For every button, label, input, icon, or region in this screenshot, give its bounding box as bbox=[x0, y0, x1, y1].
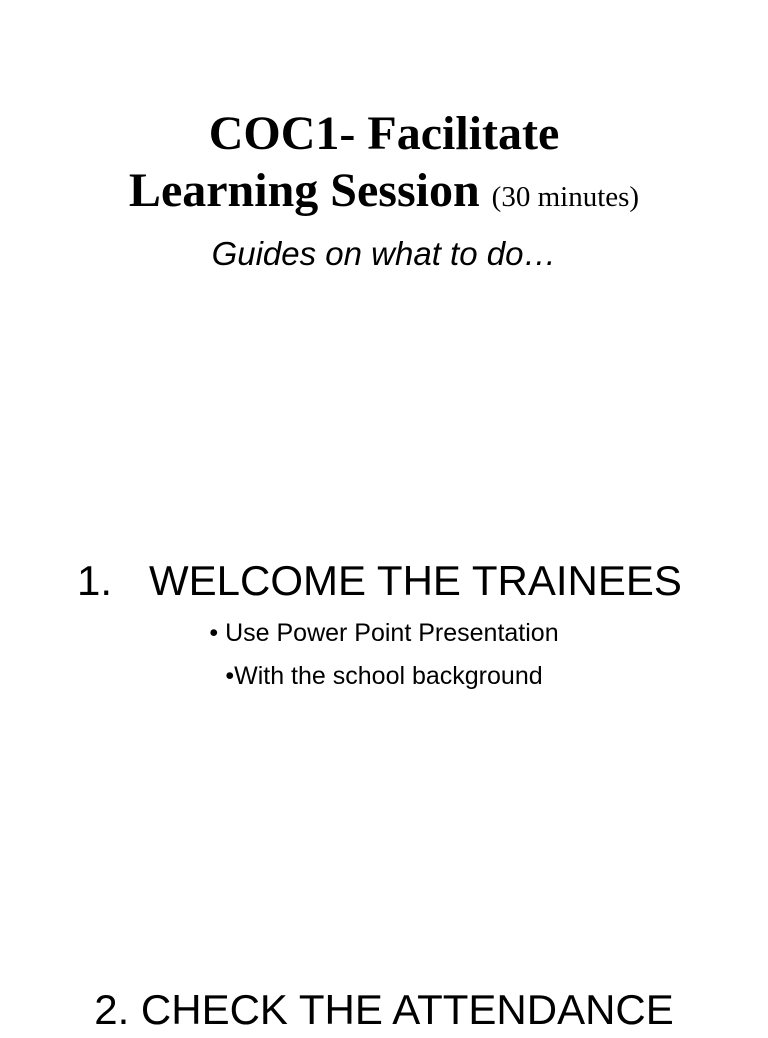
step-number: 1. bbox=[77, 557, 113, 604]
slide-subtitle: Guides on what to do… bbox=[211, 235, 557, 272]
bullet-item: •With the school background bbox=[225, 662, 543, 690]
bullet-item: • Use Power Point Presentation bbox=[209, 619, 559, 647]
slide-heading: 2. CHECK THE ATTENDANCE bbox=[94, 986, 674, 1033]
slide-heading bbox=[77, 553, 682, 609]
slide-title-duration: (30 minutes) bbox=[491, 181, 640, 213]
step-heading-text: WELCOME THE TRAINEES bbox=[149, 557, 682, 604]
slide-title-line-2 bbox=[0, 163, 768, 225]
slide-title-line-1: COC1- Facilitate bbox=[208, 107, 560, 160]
slide-title-text: Learning Session bbox=[128, 164, 480, 217]
